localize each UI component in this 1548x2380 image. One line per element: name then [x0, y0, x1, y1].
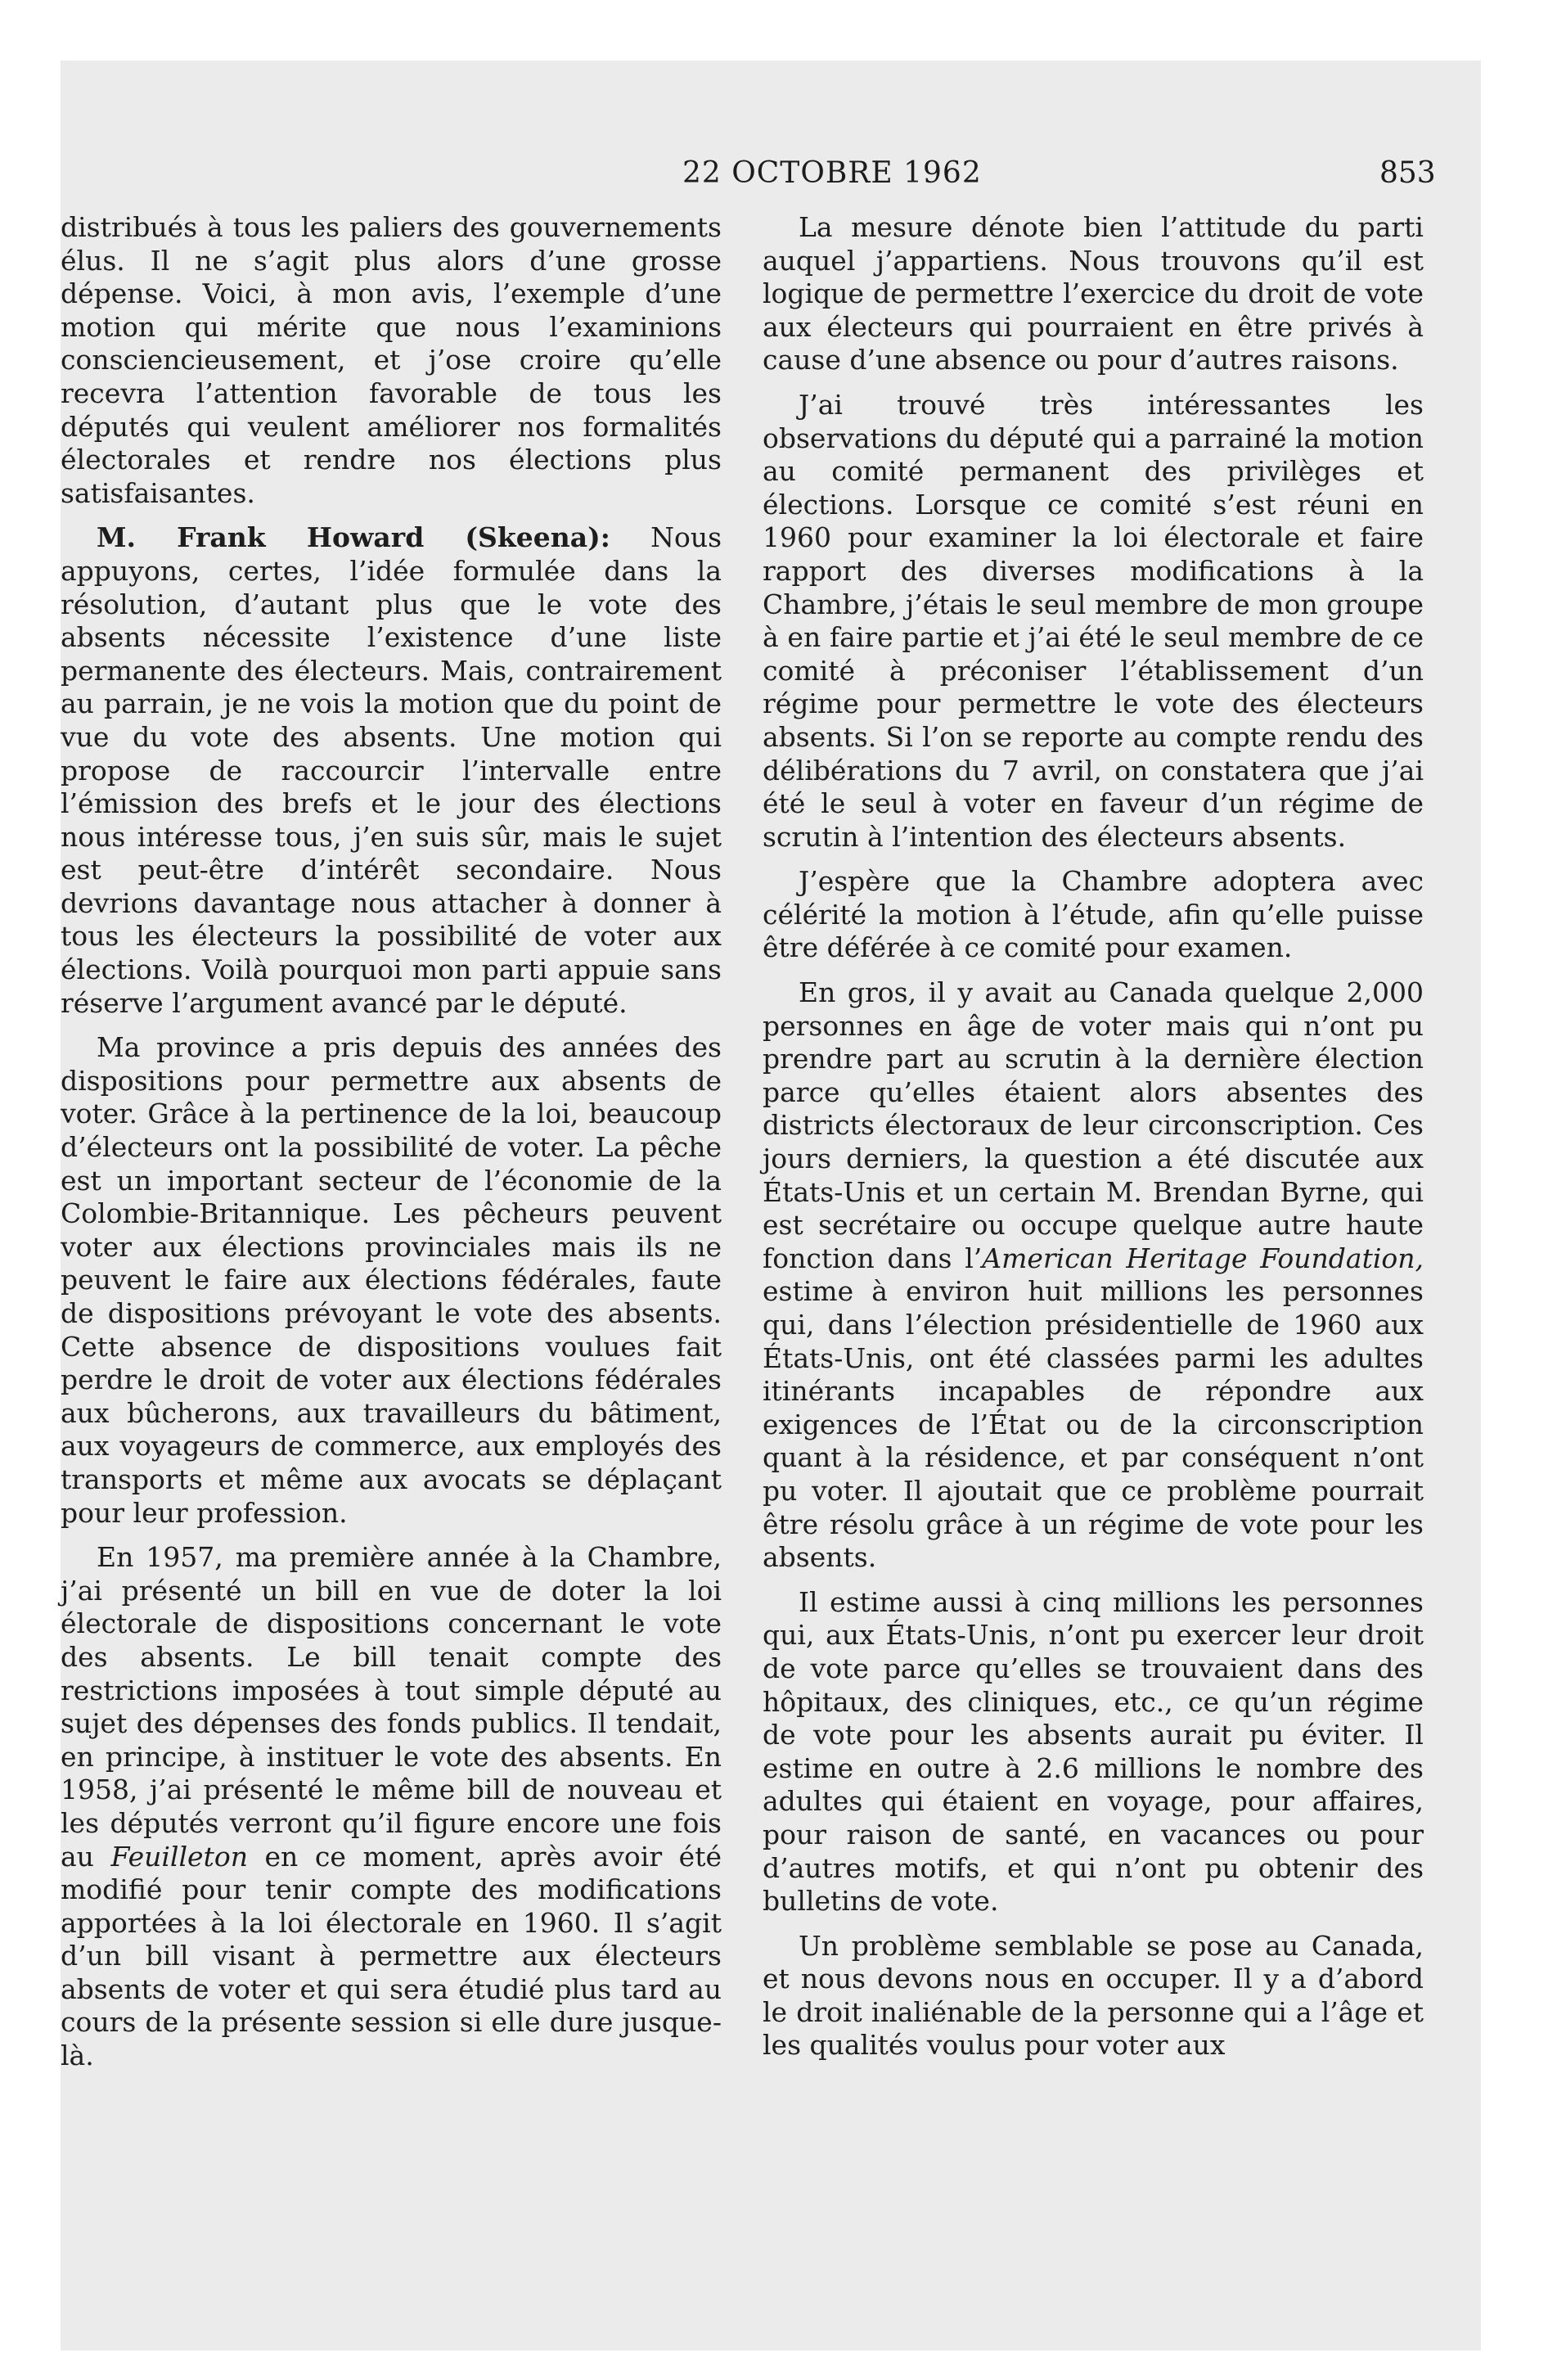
right-column — [763, 211, 1424, 2074]
paragraph: distribués à tous les paliers des gouvernements élus. Il ne s’agit plus alors d’une grosse dépense. Voici, à mon avis, l’exemple d’une motion qui mérite que nous l’examinions consciencieusement, et j’ose croire qu’elle recevra l’attention favorable de tous les députés qui veulent améliorer nos formalités électorales et rendre nos élections plus satisfaisantes. — [61, 211, 722, 509]
speaker-name: M. Frank Howard (Skeena): — [97, 521, 610, 554]
italic-title: Feuilleton — [110, 1840, 248, 1873]
paragraph: J’ai trouvé très intéressantes les observations du député qui a parrainé la motion au comité permanent des privilèges et élections. Lorsque ce comité s’est réuni en 1960 pour examiner la loi électorale et faire rapport des diverses modifications à la Chambre, j’étais le seul membre de mon groupe à en faire partie et j’ai été le seul membre de ce comité à préconiser l’établissement d’un régime pour permettre le vote des électeurs absents. Si l’on se reporte au compte rendu des délibérations du 7 avril, on constatera que j’ai été le seul à voter en faveur d’un régime de scrutin à l’intention des électeurs absents. — [763, 388, 1424, 853]
paragraph: La mesure dénote bien l’attitude du parti auquel j’appartiens. Nous trouvons qu’il est logique de permettre l’exercice du droit de vote aux électeurs qui pourraient en être privés à cause d’une absence ou pour d’autres raisons. — [763, 211, 1424, 376]
text-run: en ce moment, après avoir été modifié pour tenir compte des modifications apportées à la loi électorale en 1960. Il s’agit d’un bill visant à permettre aux électeurs absents de voter et qui sera étudié plus tard au cours de la présente session si elle dure jusque-là. — [61, 1840, 722, 2072]
speech-text: Nous appuyons, certes, l’idée formulée dans la résolution, d’autant plus que le vote des absents nécessite l’existence d’une liste permanente des électeurs. Mais, contrairement au parrain, je ne vois la motion que du point de vue du vote des absents. Une motion qui propose de raccourcir l’intervalle entre l’émission des brefs et le jour des élections nous intéresse tous, j’en suis sûr, mais le sujet est peut-être d’intérêt secondaire. Nous devrions davantage nous attacher à donner à tous les électeurs la possibilité de voter aux élections. Voilà pourquoi mon parti appuie sans réserve l’argument avancé par le député. — [61, 521, 722, 1019]
text-run: En gros, il y avait au Canada quelque 2,000 personnes en âge de voter mais qui n’ont pu prendre part au scrutin à la dernière élection parce qu’elles étaient alors absentes des districts électoraux de leur circonscription. Ces jours derniers, la question a été discutée aux États-Unis et un certain M. Brendan Byrne, qui est secrétaire ou occupe quelque autre haute fonction dans l’ — [763, 976, 1424, 1274]
paragraph: Ma province a pris depuis des années des dispositions pour permettre aux absents de voter. Grâce à la pertinence de la loi, beaucoup d’électeurs ont la possibilité de voter. La pêche est un important secteur de l’économie de la Colombie-Britannique. Les pêcheurs peuvent voter aux élections provinciales mais ils ne peuvent le faire aux élections fédérales, faute de dispositions prévoyant le vote des absents. Cette absence de dispositions voulues fait perdre le droit de voter aux élections fédérales aux bûcherons, aux travailleurs du bâtiment, aux voyageurs de commerce, aux employés des transports et même aux avocats se déplaçant pour leur profession. — [61, 1031, 722, 1529]
paragraph — [763, 976, 1424, 1575]
paragraph: Il estime aussi à cinq millions les personnes qui, aux États-Unis, n’ont pu exercer leur droit de vote parce qu’elles se trouvaient dans des hôpitaux, des cliniques, etc., ce qu’un régime de vote pour les absents aurait pu éviter. Il estime en outre à 2.6 millions le nombre des adultes qui étaient en voyage, pour affaires, pour raison de santé, en vacances ou pour d’autres motifs, et qui n’ont pu obtenir des bulletins de vote. — [763, 1585, 1424, 1918]
text-run: estime à environ huit millions les personnes qui, dans l’élection présidentielle de 1960 aux États-Unis, ont été classées parmi les adultes itinérants incapables de répondre aux exigences de l’État ou de la circonscription quant à la résidence, et par conséquent n’ont pu voter. Il ajoutait que ce problème pourrait être résolu grâce à un régime de vote pour les absents. — [763, 1275, 1424, 1574]
text-run: En 1957, ma première année à la Chambre, j’ai présenté un bill en vue de doter la loi électorale de dispositions concernant le vote des absents. Le bill tenait compte des restrictions imposées à tout simple député au sujet des dépenses des fonds publics. Il tendait, en principe, à instituer le vote des absents. En 1958, j’ai présenté le même bill de nouveau et les députés verront qu’il figure encore une fois au — [61, 1541, 722, 1873]
paragraph — [61, 1541, 722, 2073]
left-column — [61, 211, 722, 2085]
italic-organization: American Heritage Foundation, — [982, 1242, 1424, 1274]
header-date: 22 OCTOBRE 1962 — [682, 156, 982, 190]
paragraph: J’espère que la Chambre adoptera avec célérité la motion à l’étude, afin qu’elle puisse être déférée à ce comité pour examen. — [763, 865, 1424, 964]
page-number: 853 — [1379, 156, 1436, 190]
speaker-paragraph — [61, 521, 722, 1020]
paragraph: Un problème semblable se pose au Canada, et nous devons nous en occuper. Il y a d’abord le droit inaliénable de la personne qui a l’âge et les qualités voulus pour voter aux — [763, 1929, 1424, 2062]
page-header — [61, 94, 1481, 190]
